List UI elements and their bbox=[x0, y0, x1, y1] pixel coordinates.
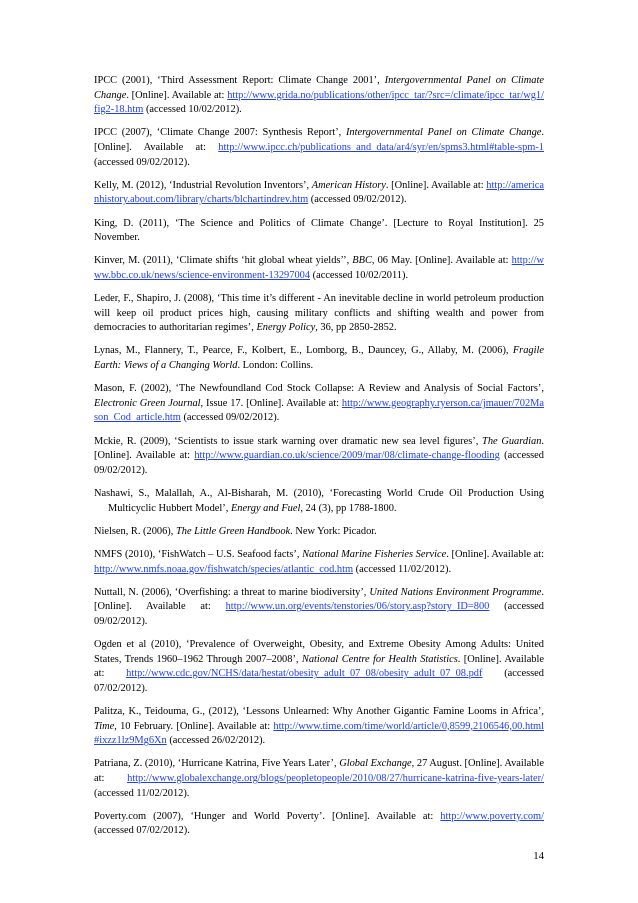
reference-entry bbox=[94, 810, 544, 839]
reference-text: (accessed 09/02/2012). bbox=[180, 412, 280, 424]
reference-entry bbox=[94, 548, 544, 577]
reference-link[interactable]: http://www.nmfs.noaa.gov/fishwatch/species/atlantic_cod.htm bbox=[94, 563, 354, 575]
reference-text: (accessed 26/02/2012). bbox=[166, 735, 266, 747]
reference-source-title: Energy Policy bbox=[256, 322, 316, 334]
page-number: 14 bbox=[533, 850, 544, 862]
reference-text: Nashawi, S., Malallah, A., Al-Bisharah, M. (2010), ‘Forecasting World Crude Oil Production Using Multicyclic Hubbert Model’, bbox=[94, 488, 544, 514]
reference-text: Patriana, Z. (2010), ‘Hurricane Katrina, Five Years Later’, bbox=[94, 758, 340, 770]
reference-text: Nuttall, N. (2006), ‘Overfishing: a threat to marine biodiversity’, bbox=[94, 586, 370, 598]
reference-entry bbox=[94, 217, 544, 246]
reference-link[interactable]: http://americanhistory.about.com/library/charts/blchartindrev.htm bbox=[94, 179, 544, 206]
reference-text: Nielsen, R. (2006), bbox=[94, 525, 176, 537]
reference-source-title: National Marine Fisheries Service bbox=[302, 548, 447, 560]
reference-text: Kelly, M. (2012), ‘Industrial Revolution Inventors’, bbox=[94, 179, 312, 191]
reference-text: IPCC (2007), ‘Climate Change 2007: Synthesis Report’, bbox=[94, 127, 346, 139]
reference-entry bbox=[94, 292, 544, 336]
reference-text: (accessed 09/02/2012). bbox=[308, 194, 407, 206]
reference-text: (accessed 10/02/2012). bbox=[143, 104, 242, 116]
reference-text: Mason, F. (2002), ‘The Newfoundland Cod Stock Collapse: A Review and Analysis of Social Factors’, bbox=[94, 383, 544, 395]
reference-link[interactable]: http://www.guardian.co.uk/science/2009/mar/08/climate-change-flooding bbox=[194, 450, 500, 462]
reference-source-title: United Nations Environment Programme bbox=[369, 586, 542, 598]
reference-entry bbox=[94, 344, 544, 373]
reference-source-title: American History bbox=[311, 179, 386, 191]
reference-entry bbox=[94, 435, 544, 479]
reference-list bbox=[94, 74, 544, 848]
reference-text: Kinver, M. (2011), ‘Climate shifts ‘hit global wheat yields’’, bbox=[94, 255, 353, 267]
reference-text: Poverty.com (2007), ‘Hunger and World Poverty’. [Online]. Available at: bbox=[94, 810, 441, 822]
reference-source-title: Time bbox=[94, 720, 115, 732]
reference-link[interactable]: http://www.bbc.co.uk/news/science-environment-13297004 bbox=[94, 255, 544, 281]
reference-link[interactable]: http://www.poverty.com/ bbox=[440, 810, 544, 822]
reference-text: IPCC (2001), ‘Third Assessment Report: Climate Change 2001’, bbox=[94, 75, 385, 86]
reference-source-title: Electronic Green Journal bbox=[94, 397, 201, 409]
reference-text: . New York: Picador. bbox=[290, 525, 377, 537]
reference-source-title: Fragile Earth: Views of a Changing World bbox=[94, 345, 544, 372]
reference-text: . [Online]. Available at: bbox=[94, 435, 544, 462]
reference-text: , 36, pp 2850-2852. bbox=[315, 322, 397, 334]
reference-link[interactable]: http://www.geography.ryerson.ca/jmauer/702Mason_Cod_article.htm bbox=[94, 397, 544, 424]
reference-text: . London: Collins. bbox=[237, 360, 314, 372]
reference-text: (accessed 11/02/2012). bbox=[94, 787, 190, 799]
reference-text: . [Online]. Available at: bbox=[126, 89, 228, 101]
reference-link[interactable]: http://www.globalexchange.org/blogs/peopletopeople/2010/08/27/hurricane-katrina-five-years-later/ bbox=[127, 773, 544, 785]
reference-source-title: The Little Green Handbook bbox=[175, 525, 291, 537]
reference-entry bbox=[94, 487, 544, 516]
reference-source-title: National Centre for Health Statistics bbox=[301, 653, 458, 665]
reference-text: (accessed 09/02/2012). bbox=[94, 156, 190, 168]
reference-link[interactable]: http://www.grida.no/publications/other/ipcc_tar/?src=/climate/ipcc_tar/wg1/fig2-18.htm bbox=[94, 89, 544, 116]
reference-text: Palitza, K., Teidouma, G., (2012), ‘Lessons Unlearned: Why Another Gigantic Famine Looms in Africa’, bbox=[94, 706, 544, 718]
reference-text: (accessed 09/02/2012). bbox=[94, 601, 544, 627]
reference-text: Ogden et al (2010), ‘Prevalence of Overweight, Obesity, and Extreme Obesity Among Adults: United States, Trends 1960–1962 Through 2007–2008’, bbox=[94, 639, 544, 665]
reference-link[interactable]: http://www.cdc.gov/NCHS/data/hestat/obesity_adult_07_08/obesity_adult_07_08.pdf bbox=[126, 668, 483, 680]
reference-entry bbox=[94, 74, 544, 118]
reference-link[interactable]: http://www.un.org/events/tenstories/06/story.asp?story_ID=800 bbox=[225, 601, 490, 613]
reference-entry bbox=[94, 126, 544, 170]
reference-text: . [Online]. Available at: bbox=[446, 548, 544, 560]
reference-text: (accessed 07/02/2012). bbox=[94, 668, 544, 694]
reference-text: . [Online]. Available at: bbox=[385, 179, 487, 191]
reference-text: (accessed 10/02/2011). bbox=[310, 269, 409, 281]
reference-link[interactable]: http://www.time.com/time/world/article/0,8599,2106546,00.html#ixzz1lz9Mg6Xn bbox=[94, 720, 544, 747]
reference-entry bbox=[94, 638, 544, 696]
reference-entry bbox=[94, 757, 544, 801]
reference-source-title: Intergovernmental Panel on Climate Change bbox=[345, 127, 542, 139]
reference-text: , 27 August. [Online]. Available at: bbox=[94, 758, 544, 785]
reference-text: Mckie, R. (2009), ‘Scientists to issue stark warning over dramatic new sea level figures’, bbox=[94, 435, 483, 447]
reference-text: , Issue 17. [Online]. Available at: bbox=[200, 397, 342, 409]
reference-text: Lynas, M., Flannery, T., Pearce, F., Kolbert, E., Lomborg, B., Dauncey, G., Allaby, M. (2006), bbox=[94, 345, 513, 357]
reference-source-title: Intergovernmental Panel on Climate Change bbox=[94, 75, 544, 101]
reference-text: . [Online]. Available at: bbox=[94, 586, 544, 613]
reference-source-title: The Guardian bbox=[482, 435, 542, 447]
reference-source-title: Global Exchange bbox=[339, 758, 412, 770]
reference-text: NMFS (2010), ‘FishWatch – U.S. Seafood facts’, bbox=[94, 548, 303, 560]
reference-text: (accessed 11/02/2012). bbox=[353, 563, 452, 575]
reference-entry bbox=[94, 382, 544, 426]
reference-text: Leder, F., Shapiro, J. (2008), ‘This time it’s different - An inevitable decline in world petroleum production will keep oil product prices high, causing military conflicts and shifting wealth and power from democracies to authoritarian regimes’, bbox=[94, 293, 544, 334]
reference-text: , 10 February. [Online]. Available at: bbox=[114, 720, 274, 732]
reference-text: (accessed 09/02/2012). bbox=[94, 450, 544, 476]
reference-text: , 06 May. [Online]. Available at: bbox=[371, 255, 512, 267]
reference-entry bbox=[94, 525, 544, 540]
reference-source-title: Energy and Fuel bbox=[230, 502, 301, 514]
reference-text: (accessed 07/02/2012). bbox=[94, 825, 190, 837]
reference-entry bbox=[94, 179, 544, 208]
reference-entry bbox=[94, 705, 544, 749]
reference-text: , 24 (3), pp 1788-1800. bbox=[300, 502, 397, 514]
reference-text: . [Online]. Available at: bbox=[94, 127, 544, 153]
reference-entry bbox=[94, 586, 544, 630]
reference-link[interactable]: http://www.ipcc.ch/publications_and_data/ar4/syr/en/spms3.html#table-spm-1 bbox=[218, 141, 544, 153]
reference-entry bbox=[94, 254, 544, 283]
reference-source-title: BBC bbox=[352, 255, 372, 267]
reference-text: . [Online]. Available at: bbox=[94, 653, 545, 680]
reference-text: King, D. (2011), ‘The Science and Politics of Climate Change’. [Lecture to Royal Institution]. 25 November. bbox=[94, 217, 544, 244]
